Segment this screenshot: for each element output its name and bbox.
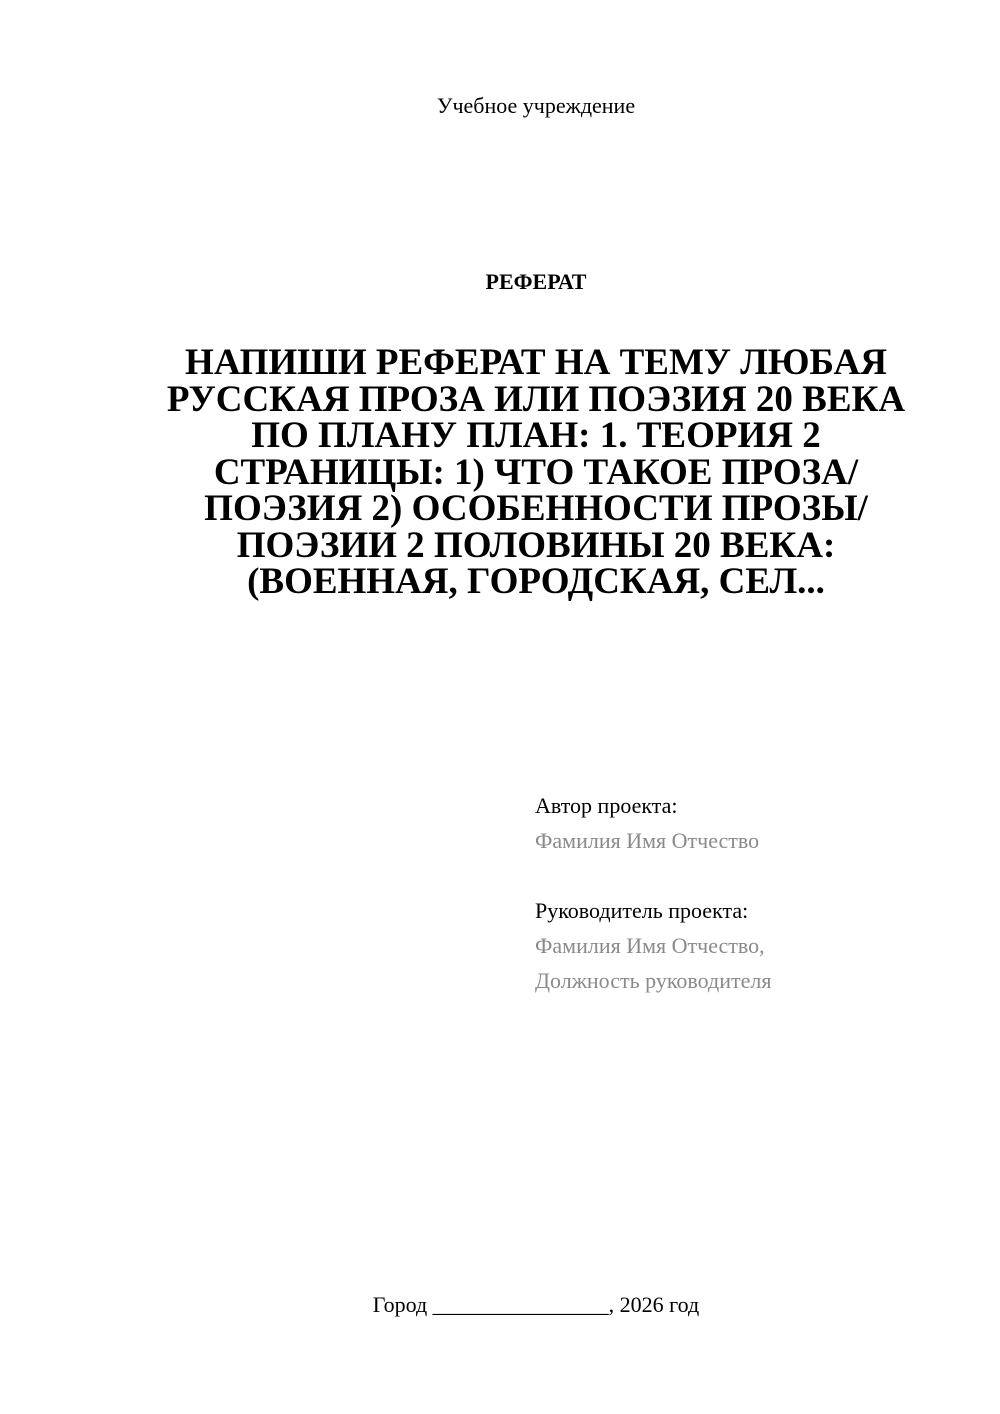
author-name: Фамилия Имя Отчество: [535, 828, 760, 853]
document-topic: НАПИШИ РЕФЕРАТ НА ТЕМУ ЛЮБАЯ РУССКАЯ ПРОЗА ИЛИ ПОЭЗИЯ 20 ВЕКА ПО ПЛАНУ ПЛАН: 1. ТЕОРИЯ 2 СТРАНИЦЫ: 1) ЧТО ТАКОЕ ПРОЗА/ПОЭЗИЯ 2) ОСОБЕННОСТИ ПРОЗЫ/ПОЭЗИИ 2 ПОЛОВИНЫ 20 ВЕКА: (ВОЕННАЯ, ГОРОДСКАЯ, СЕЛ...: [166, 342, 906, 602]
document-type: РЕФЕРАТ: [485, 269, 587, 294]
institution-name: Учебное учреждение: [436, 93, 636, 118]
city-year-line: Город ________________, 2026 год: [372, 1292, 700, 1317]
supervisor-position: Должность руководителя: [535, 968, 772, 993]
roles-block: [535, 788, 975, 998]
spacer: [535, 858, 975, 893]
author-label: Автор проекта:: [535, 793, 678, 818]
supervisor-label: Руководитель проекта:: [535, 898, 749, 923]
supervisor-name: Фамилия Имя Отчество,: [535, 933, 765, 958]
